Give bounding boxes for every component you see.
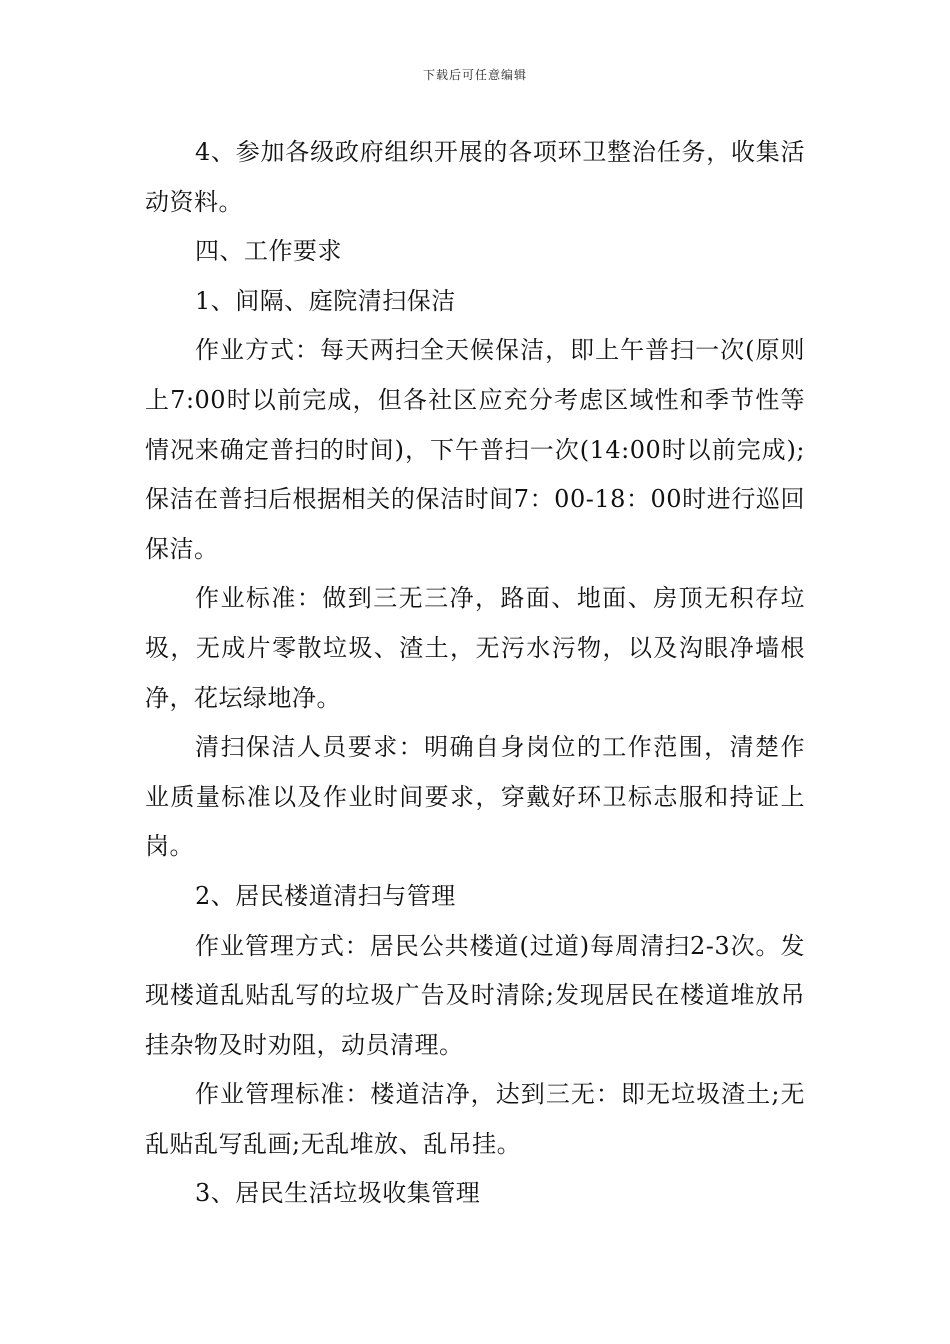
subheading-garbage-collection: 3、居民生活垃圾收集管理 <box>195 1179 481 1208</box>
paragraph-work-method: 作业方式：每天两扫全天候保洁，即上午普扫一次(原则上7:00时以前完成，但各社区应充分考虑区域性和季节性等情况来确定普扫的时间)，下午普扫一次(14:00时以前完成);保洁在普扫后根据相关的保洁时间7：00-18：00时进行巡回保洁。 <box>145 336 805 563</box>
section-heading-work-requirements: 四、工作要求 <box>195 237 342 266</box>
paragraph-staff-requirements: 清扫保洁人员要求：明确自身岗位的工作范围，清楚作业质量标准以及作业时间要求，穿戴好环卫标志服和持证上岗。 <box>145 733 805 861</box>
document-body <box>145 128 805 1219</box>
paragraph-task-4: 4、参加各级政府组织开展的各项环卫整治任务，收集活动资料。 <box>145 138 805 216</box>
paragraph-stairwell-standard: 作业管理标准：楼道洁净，达到三无：即无垃圾渣土;无乱贴乱写乱画;无乱堆放、乱吊挂。 <box>145 1080 805 1158</box>
subheading-courtyard-cleaning: 1、间隔、庭院清扫保洁 <box>195 286 456 315</box>
page-header-note: 下载后可任意编辑 <box>422 68 527 82</box>
paragraph-work-standard: 作业标准：做到三无三净，路面、地面、房顶无积存垃圾，无成片零散垃圾、渣土，无污水污物，以及沟眼净墙根净，花坛绿地净。 <box>145 584 805 712</box>
paragraph-stairwell-method: 作业管理方式：居民公共楼道(过道)每周清扫2-3次。发现楼道乱贴乱写的垃圾广告及时清除;发现居民在楼道堆放吊挂杂物及时劝阻，动员清理。 <box>145 931 805 1059</box>
subheading-stairwell-cleaning: 2、居民楼道清扫与管理 <box>195 881 456 910</box>
